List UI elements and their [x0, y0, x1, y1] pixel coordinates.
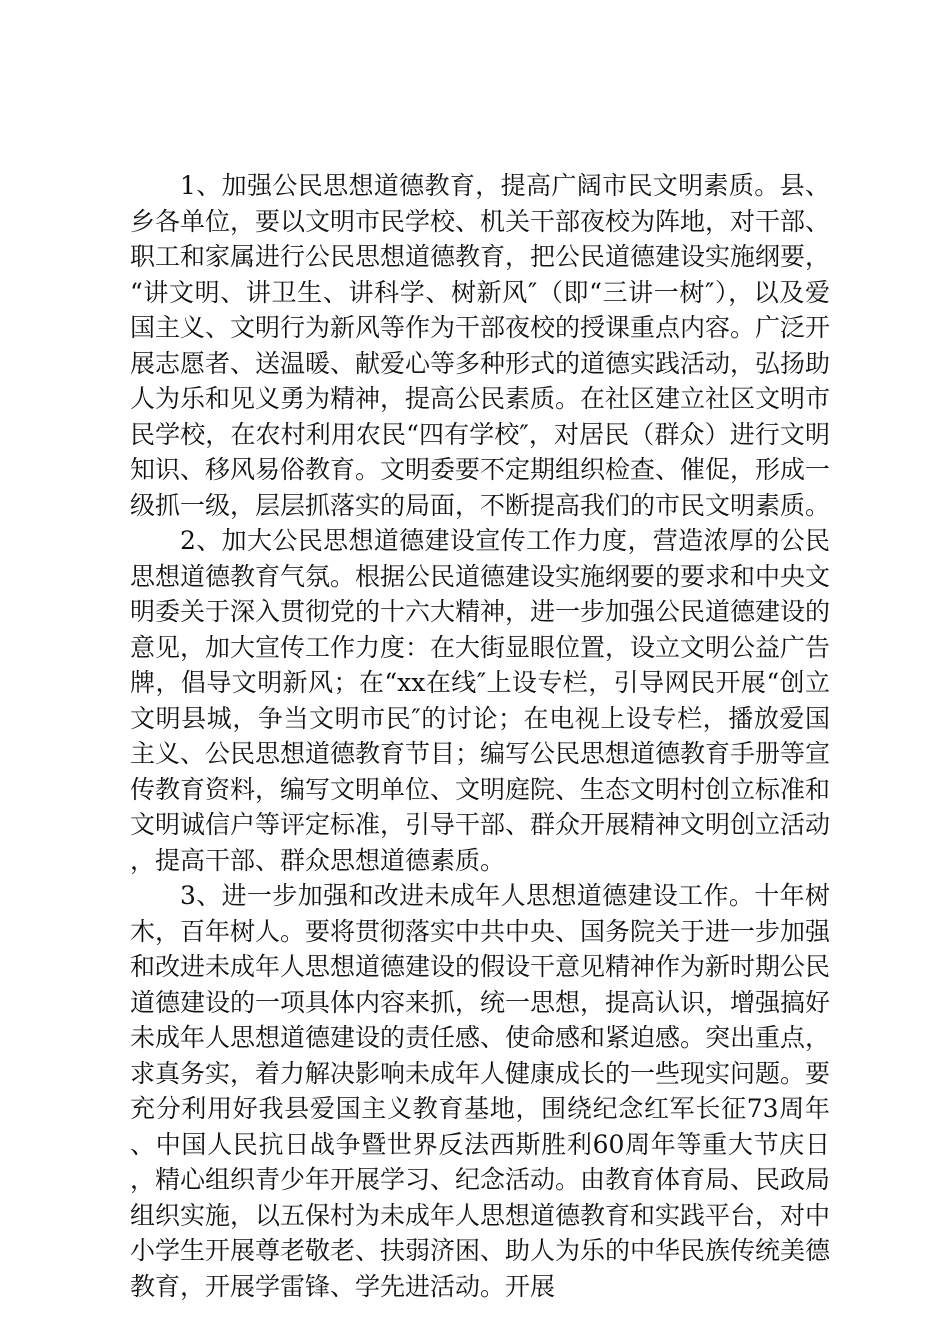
paragraph-2: 2、加大公民思想道德建设宣传工作力度，营造浓厚的公民思想道德教育气氛。根据公民道德建设实施纲要的要求和中央文明委关于深入贯彻党的十六大精神，进一步加强公民道德建设的意见，加大宣传工作力度：在大街显眼位置，设立文明公益广告牌，倡导文明新风；在“xx在线″上设专栏，引导网民开展“创立文明县城，争当文明市民″的讨论；在电视上设专栏，播放爱国主义、公民思想道德教育节目；编写公民思想道德教育手册等宣传教育资料，编写文明单位、文明庭院、生态文明村创立标准和文明诚信户等评定标准，引导干部、群众开展精神文明创立活动，提高干部、群众思想道德素质。 — [130, 526, 831, 875]
paragraph-3: 3、进一步加强和改进未成年人思想道德建设工作。十年树木，百年树人。要将贯彻落实中共中央、国务院关于进一步加强和改进未成年人思想道德建设的假设干意见精神作为新时期公民道德建设的一项具体内容来抓，统一思想，提高认识，增强搞好未成年人思想道德建设的责任感、使命感和紧迫感。突出重点，求真务实，着力解决影响未成年人健康成长的一些现实问题。要充分利用好我县爱国主义教育基地，围绕纪念红军长征73周年、中国人民抗日战争暨世界反法西斯胜利60周年等重大节庆日，精心组织青少年开展学习、纪念活动。由教育体育局、民政局组织实施，以五保村为未成年人思想道德教育和实践平台，对中小学生开展尊老敬老、扶弱济困、助人为乐的中华民族传统美德教育，开展学雷锋、学先进活动。开展 — [130, 881, 831, 1301]
document-page — [130, 168, 830, 1304]
paragraph-1: 1、加强公民思想道德教育，提高广阔市民文明素质。县、乡各单位，要以文明市民学校、机关干部夜校为阵地，对干部、职工和家属进行公民思想道德教育，把公民道德建设实施纲要，“讲文明、讲卫生、讲科学、树新风″（即“三讲一树″），以及爱国主义、文明行为新风等作为干部夜校的授课重点内容。广泛开展志愿者、送温暖、献爱心等多种形式的道德实践活动，弘扬助人为乐和见义勇为精神，提高公民素质。在社区建立社区文明市民学校，在农村利用农民“四有学校″，对居民（群众）进行文明知识、移风易俗教育。文明委要不定期组织检查、催促，形成一级抓一级，层层抓落实的局面，不断提高我们的市民文明素质。 — [130, 171, 831, 520]
